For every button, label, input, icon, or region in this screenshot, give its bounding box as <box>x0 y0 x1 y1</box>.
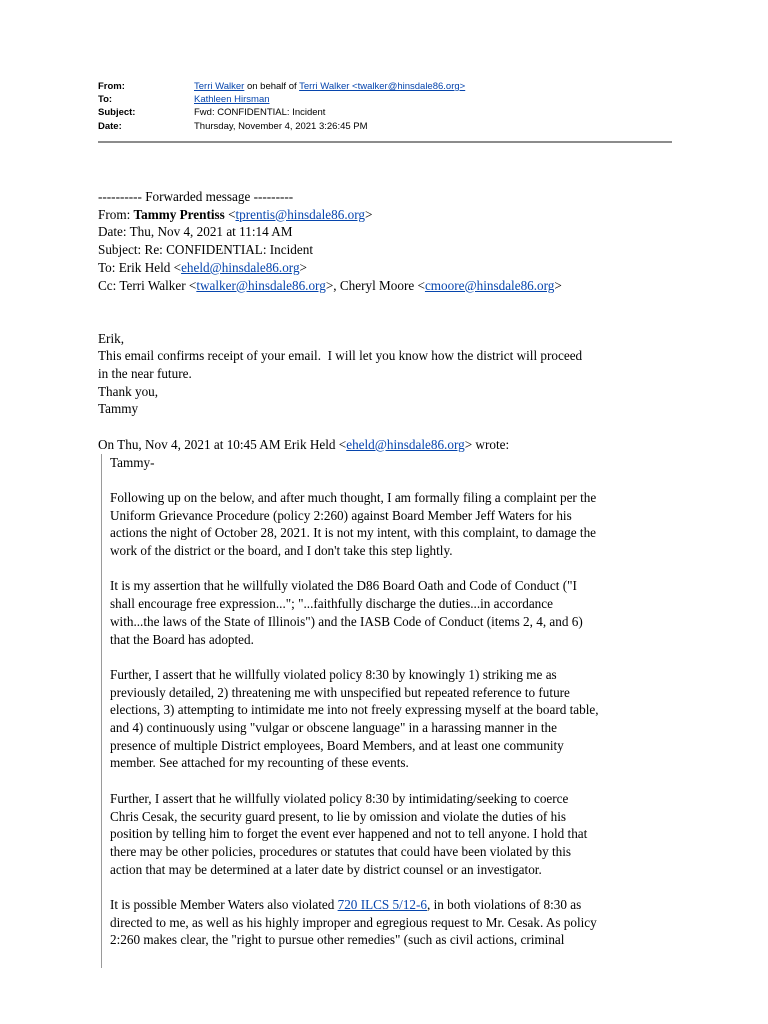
header-date-label: Date: <box>98 120 122 132</box>
quote-line: presence of multiple District employees, Board Members, and at least one community <box>110 737 564 753</box>
header-divider <box>98 141 672 143</box>
reply-line: This email confirms receipt of your email. I will let you know how the district will proceed <box>98 348 583 364</box>
reply-line: Thank you, <box>98 383 159 399</box>
header-subject-value: Fwd: CONFIDENTIAL: Incident <box>194 107 326 119</box>
blank-gap <box>98 294 676 329</box>
forward-from-email-link[interactable]: tprentis@hinsdale86.org <box>235 206 365 222</box>
para5-suffix: , in both violations of 8:30 as <box>427 897 582 913</box>
quote-line: member. See attached for my recounting of these events. <box>110 755 409 771</box>
header-from-value <box>194 80 465 93</box>
forward-date-line: Date: Thu, Nov 4, 2021 at 11:14 AM <box>98 224 293 240</box>
quote-line: Following up on the below, and after much thought, I am formally filing a complaint per the <box>110 489 597 505</box>
forward-from-close: > <box>364 206 373 222</box>
reply-line: Erik, <box>98 330 125 346</box>
quote-paragraph-4 <box>110 790 676 879</box>
forward-cc-prefix: Cc: Terri Walker < <box>98 277 197 293</box>
blank-gap <box>110 878 676 896</box>
forward-from-prefix: From: <box>98 206 134 222</box>
quoted-message <box>101 454 676 968</box>
quote-greeting: Tammy- <box>110 454 155 470</box>
forward-to-prefix: To: Erik Held < <box>98 259 182 275</box>
blank-gap <box>110 648 676 666</box>
forward-subject-line: Subject: Re: CONFIDENTIAL: Incident <box>98 242 313 258</box>
quote-attribution-suffix: > wrote: <box>464 436 510 452</box>
para5-prefix: It is possible Member Waters also violated <box>110 897 338 913</box>
quote-line: previously detailed, 2) threatening me with unspecified but repeated reference to future <box>110 684 570 700</box>
quote-attribution-email-link[interactable]: eheld@hinsdale86.org <box>346 436 465 452</box>
forward-to-email-link[interactable]: eheld@hinsdale86.org <box>181 259 300 275</box>
blank-gap <box>110 471 676 489</box>
quote-line: Further, I assert that he willfully violated policy 8:30 by intimidating/seeking to coerce <box>110 790 569 806</box>
forward-separator: ---------- Forwarded message --------- <box>98 189 294 204</box>
forward-from-name: Tammy Prentiss <box>133 206 225 222</box>
header-from-label: From: <box>98 81 125 92</box>
quote-line: action that may be determined at a later date by district counsel or an investigator. <box>110 861 542 877</box>
forward-cc-email2-link[interactable]: cmoore@hinsdale86.org <box>424 277 555 293</box>
reply-line: in the near future. <box>98 366 192 382</box>
header-to-row <box>98 93 672 106</box>
message-body <box>98 188 676 968</box>
quote-line: shall encourage free expression..."; "...faithfully discharge the duties...in accordance <box>110 596 553 612</box>
quote-line: work of the district or the board, and I don't take this step lightly. <box>110 543 453 559</box>
header-from-full-link[interactable]: Terri Walker <twalker@hinsdale86.org> <box>299 81 466 92</box>
quote-line: It is my assertion that he willfully violated the D86 Board Oath and Code of Conduct ("I <box>110 578 577 594</box>
statute-link[interactable]: 720 ILCS 5/12-6 <box>337 897 427 913</box>
quote-line: that the Board has adopted. <box>110 631 254 647</box>
header-to-link[interactable]: Kathleen Hirsman <box>194 94 270 106</box>
quote-paragraph-5 <box>110 896 676 949</box>
quote-line: there may be other policies, procedures or statutes that could have been violated by this <box>110 843 572 859</box>
forward-to-close: > <box>299 259 307 275</box>
quote-paragraph-2 <box>110 577 676 648</box>
quote-line: Uniform Grievance Procedure (policy 2:260) against Board Member Jeff Waters for his <box>110 507 572 523</box>
quote-line: with...the laws of the State of Illinois") and the IASB Code of Conduct (items 2, 4, and 6) <box>110 613 583 629</box>
header-subject-label: Subject: <box>98 107 136 119</box>
forward-cc-mid: >, Cheryl Moore < <box>325 277 425 293</box>
forward-to-line <box>98 259 676 277</box>
reply-line: Tammy <box>98 401 139 417</box>
email-header <box>98 80 672 133</box>
forward-from-line <box>98 206 676 224</box>
header-from-row <box>98 80 672 93</box>
header-date-value: Thursday, November 4, 2021 3:26:45 PM <box>194 120 368 132</box>
quote-line: actions the night of October 28, 2021. It is not my intent, with this complaint, to damage the <box>110 525 597 541</box>
quote-attribution-prefix: On Thu, Nov 4, 2021 at 10:45 AM Erik Held < <box>98 436 347 452</box>
quote-line: 2:260 makes clear, the "right to pursue other remedies" (such as civil actions, criminal <box>110 932 565 948</box>
blank-gap <box>110 772 676 790</box>
blank-gap <box>110 560 676 578</box>
header-from-name-link[interactable]: Terri Walker <box>194 81 245 92</box>
forward-cc-close: > <box>554 277 562 293</box>
quote-line: elections, 3) attempting to intimidate me into not freely expressing myself at the board table, <box>110 702 599 718</box>
quote-line: position by telling him to forget the event ever happened and not to tell anyone. I hold that <box>110 826 588 842</box>
quote-line <box>110 896 676 914</box>
quote-paragraph-3 <box>110 666 676 772</box>
quote-line: Chris Cesak, the security guard present, to lie by omission and violate the duties of his <box>110 808 566 824</box>
header-to-label: To: <box>98 94 113 106</box>
quote-line: directed to me, as well as his highly improper and egregious request to Mr. Cesak. As policy <box>110 914 597 930</box>
quote-attribution <box>98 436 676 454</box>
forward-cc-email1-link[interactable]: twalker@hinsdale86.org <box>196 277 326 293</box>
header-subject-row <box>98 106 672 119</box>
header-from-mid: on behalf of <box>244 81 300 92</box>
blank-gap <box>98 418 676 436</box>
forward-cc-line <box>98 277 676 295</box>
quote-line: Further, I assert that he willfully violated policy 8:30 by knowingly 1) striking me as <box>110 666 557 682</box>
forward-from-open: < <box>224 206 236 222</box>
quote-line: and 4) continuously using "vulgar or obscene language" in a harassing manner in the <box>110 720 557 736</box>
header-date-row <box>98 120 672 133</box>
quote-paragraph-1 <box>110 489 676 560</box>
